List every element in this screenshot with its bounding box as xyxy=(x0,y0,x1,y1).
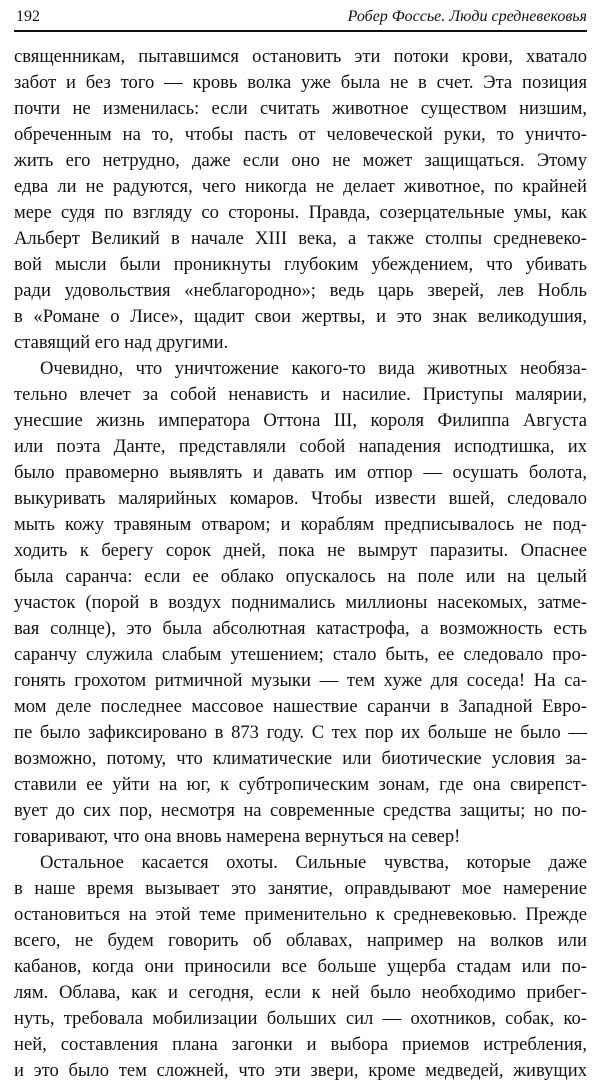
text-line: тельно влечет за собой ненависть и насилие. Приступы малярии, xyxy=(14,384,587,405)
text-line: участок (порой в воздух поднимались миллионы насекомых, затме- xyxy=(14,592,587,613)
text-line: выкуривать малярийных комаров. Чтобы извести вшей, следовало xyxy=(14,488,587,509)
text-line: и это было тем сложней, что эти звери, кроме медведей, живущих xyxy=(14,1060,587,1081)
text-line: Остальное касается охоты. Сильные чувства, которые даже xyxy=(40,852,587,873)
page-number: 192 xyxy=(16,8,40,25)
text-line: мом деле последнее массовое нашествие саранчи в Западной Евро- xyxy=(14,696,587,717)
text-line: лям. Облава, как и сегодня, если к ней было необходимо прибег- xyxy=(14,982,587,1003)
text-line: жить его нетрудно, даже если оно не может защищаться. Этому xyxy=(14,150,587,171)
text-line: нуть, требовала мобилизации больших сил — охотников, собак, ко- xyxy=(14,1008,587,1029)
paragraph xyxy=(14,44,587,356)
text-line: почти не изменилась: если считать животное существом низшим, xyxy=(14,98,587,119)
text-line: всего, не будем говорить об облавах, например на волков или xyxy=(14,930,587,951)
text-line: говаривают, что она вновь намерена вернуться на север! xyxy=(14,826,461,847)
book-title: Робер Фоссье. Люди средневековья xyxy=(347,8,587,25)
text-line: забот и без того — кровь волка уже была не в счет. Эта позиция xyxy=(14,72,587,93)
book-page xyxy=(14,0,587,1081)
text-line: было правомерно выявлять и давать им отпор — осушать болота, xyxy=(14,462,587,483)
text-line: обреченным на то, чтобы пасть от человеческой руки, то уничто- xyxy=(14,124,587,145)
text-line: мыть кожу травяным отваром; и кораблям предписывалось не под- xyxy=(14,514,587,535)
text-line: едва ли не радуются, чего никогда не делает животное, по крайней xyxy=(14,176,587,197)
text-line: или поэта Данте, представляли собой нападения исподтишка, их xyxy=(14,436,587,457)
text-line: ходить к берегу сорок дней, пока не вымрут паразиты. Опаснее xyxy=(14,540,587,561)
text-line: остановиться на этой теме применительно к средневековью. Прежде xyxy=(14,904,587,925)
body-text xyxy=(14,44,587,1084)
text-line: вая солнце), это была абсолютная катастрофа, а возможность есть xyxy=(14,618,587,639)
text-line: кабанов, когда они приносили все больше ущерба стадам или по- xyxy=(14,956,587,977)
text-line: вой мысли были проникнуты глубоким убеждением, что убивать xyxy=(14,254,587,275)
text-line: гонять грохотом ритмичной музыки — тем хуже для соседа! На са- xyxy=(14,670,587,691)
text-line: Альберт Великий в начале XIII века, а также столпы средневеко- xyxy=(14,228,587,249)
text-line: вует до сих пор, несмотря на современные средства защиты; но по- xyxy=(14,800,587,821)
paragraph xyxy=(14,356,587,850)
text-line: ставили ее уйти на юг, к субтропическим зонам, где она свирепст- xyxy=(14,774,587,795)
text-line: ради удовольствия «неблагородно»; ведь царь зверей, лев Нобль xyxy=(14,280,587,301)
text-line: возможно, потому, что климатические или биотические условия за- xyxy=(14,748,587,769)
running-header xyxy=(14,6,587,32)
paragraph xyxy=(14,850,587,1084)
text-line: Очевидно, что уничтожение какого-то вида животных необяза- xyxy=(40,358,587,379)
text-line: в наше время вызывает это занятие, оправдывают мое намерение xyxy=(14,878,587,899)
text-line: ней, составления плана загонки и выбора приемов истребления, xyxy=(14,1034,587,1055)
text-line: унесшие жизнь императора Оттона III, короля Филиппа Августа xyxy=(14,410,587,431)
text-line: пе было зафиксировано в 873 году. С тех пор их больше не было — xyxy=(14,722,587,743)
text-line: в «Романе о Лисе», щадит свои жертвы, и это знак великодушия, xyxy=(14,306,587,327)
text-line: ставящий его над другими. xyxy=(14,332,229,353)
text-line: мере судя по взгляду со стороны. Правда, созерцательные умы, как xyxy=(14,202,587,223)
text-line: священникам, пытавшимся остановить эти потоки крови, хватало xyxy=(14,46,587,67)
text-line: была саранча: если ее облако опускалось на поле или на целый xyxy=(14,566,587,587)
text-line: саранчу служила слабым утешением; стало быть, ее следовало про- xyxy=(14,644,587,665)
